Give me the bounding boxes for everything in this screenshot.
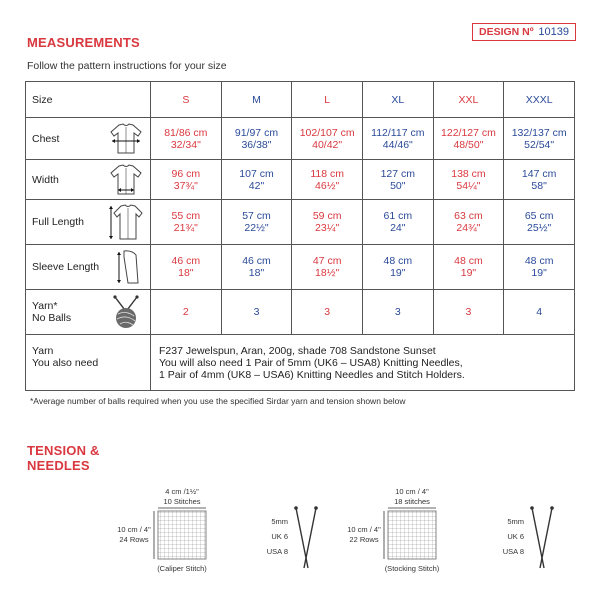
page-title: MEASUREMENTS bbox=[27, 35, 140, 50]
needle-icon-2 bbox=[503, 506, 554, 568]
full-length-label-cell bbox=[26, 200, 151, 245]
yarn-balls-xxxl: 4 bbox=[504, 290, 575, 335]
full-length-m: 57 cm 22½" bbox=[221, 200, 292, 245]
row-label: Yarn* No Balls bbox=[32, 300, 72, 324]
size-xxxl: XXXL bbox=[504, 82, 575, 118]
swatch-caliper bbox=[117, 487, 207, 573]
width-xxl: 138 cm 54¼" bbox=[433, 160, 504, 200]
swatch1-width-label: 4 cm /1½" bbox=[165, 487, 199, 496]
full-length-row bbox=[26, 200, 575, 245]
yarn-balls-l: 3 bbox=[292, 290, 363, 335]
svg-text:5mm: 5mm bbox=[271, 517, 288, 526]
row-label: Full Length bbox=[32, 216, 84, 228]
size-xl: XL bbox=[362, 82, 433, 118]
svg-text:UK 6: UK 6 bbox=[507, 532, 524, 541]
width-xxxl: 147 cm 58" bbox=[504, 160, 575, 200]
swatch2-grid bbox=[388, 511, 436, 559]
swatch1-height-label: 10 cm / 4" bbox=[117, 525, 151, 534]
design-label: DESIGN Nº bbox=[479, 26, 534, 38]
chest-row bbox=[26, 118, 575, 160]
full-length-s: 55 cm 21¾" bbox=[151, 200, 222, 245]
width-s: 96 cm 37¾" bbox=[151, 160, 222, 200]
yarn-ball-needles-icon bbox=[108, 294, 144, 330]
yarn-balls-m: 3 bbox=[221, 290, 292, 335]
yarn-balls-row bbox=[26, 290, 575, 335]
sleeve-icon bbox=[116, 247, 144, 287]
yarn-info-row bbox=[26, 335, 575, 391]
sleeve-s: 46 cm 18" bbox=[151, 245, 222, 290]
size-xxl: XXL bbox=[433, 82, 504, 118]
swatch2-height-label: 10 cm / 4" bbox=[347, 525, 381, 534]
footnote: *Average number of balls required when you use the specified Sirdar yarn and tension shown below bbox=[30, 396, 406, 406]
design-number-badge bbox=[472, 23, 576, 41]
chest-s: 81/86 cm 32/34" bbox=[151, 118, 222, 160]
svg-text:USA 8: USA 8 bbox=[502, 547, 524, 556]
swatch1-grid bbox=[158, 511, 206, 559]
svg-text:UK 6: UK 6 bbox=[271, 532, 288, 541]
row-label: Sleeve Length bbox=[32, 261, 100, 273]
sweater-chest-icon bbox=[108, 122, 144, 156]
yarn-balls-label-cell bbox=[26, 290, 151, 335]
full-length-xxl: 63 cm 24¾" bbox=[433, 200, 504, 245]
intro-text: Follow the pattern instructions for your size bbox=[27, 60, 227, 72]
sweater-length-icon bbox=[108, 202, 144, 242]
yarn-balls-xl: 3 bbox=[362, 290, 433, 335]
full-length-l: 59 cm 23¼" bbox=[292, 200, 363, 245]
yarn-info-text: F237 Jewelspun, Aran, 200g, shade 708 Sandstone Sunset You will also need 1 Pair of 5mm (UK6 – USA8) Knitting Needles, 1 Pair of 4mm (UK8 – USA6) Knitting Needles and Stitch Holders. bbox=[151, 335, 575, 391]
width-label-cell bbox=[26, 160, 151, 200]
full-length-xl: 61 cm 24" bbox=[362, 200, 433, 245]
tension-diagrams bbox=[0, 480, 592, 598]
swatch2-stitches-label: 18 stitches bbox=[394, 497, 430, 506]
sleeve-l: 47 cm 18½" bbox=[292, 245, 363, 290]
chest-l: 102/107 cm 40/42" bbox=[292, 118, 363, 160]
swatch2-caption: (Stocking Stitch) bbox=[384, 564, 440, 573]
design-number: 10139 bbox=[538, 26, 569, 38]
sleeve-xxl: 48 cm 19" bbox=[433, 245, 504, 290]
width-l: 118 cm 46½" bbox=[292, 160, 363, 200]
chest-xl: 112/117 cm 44/46" bbox=[362, 118, 433, 160]
sleeve-m: 46 cm 18" bbox=[221, 245, 292, 290]
size-header-row bbox=[26, 82, 575, 118]
svg-text:5mm: 5mm bbox=[507, 517, 524, 526]
chest-xxxl: 132/137 cm 52/54" bbox=[504, 118, 575, 160]
needle-icon-1 bbox=[267, 506, 318, 568]
width-xl: 127 cm 50" bbox=[362, 160, 433, 200]
size-l: L bbox=[292, 82, 363, 118]
sleeve-xl: 48 cm 19" bbox=[362, 245, 433, 290]
swatch1-rows-label: 24 Rows bbox=[119, 535, 149, 544]
sweater-width-icon bbox=[108, 163, 144, 197]
swatch1-stitches-label: 10 Stitches bbox=[163, 497, 201, 506]
svg-text:USA 8: USA 8 bbox=[266, 547, 288, 556]
swatch1-caption: (Caliper Stitch) bbox=[157, 564, 207, 573]
size-m: M bbox=[221, 82, 292, 118]
full-length-xxxl: 65 cm 25½" bbox=[504, 200, 575, 245]
row-label: Width bbox=[32, 173, 59, 186]
width-m: 107 cm 42" bbox=[221, 160, 292, 200]
tension-heading: TENSION & NEEDLES bbox=[27, 443, 100, 473]
sleeve-xxxl: 48 cm 19" bbox=[504, 245, 575, 290]
sleeve-length-row bbox=[26, 245, 575, 290]
chest-m: 91/97 cm 36/38" bbox=[221, 118, 292, 160]
row-label: Chest bbox=[32, 132, 60, 145]
size-s: S bbox=[151, 82, 222, 118]
yarn-info-label: Yarn You also need bbox=[26, 335, 151, 391]
size-label: Size bbox=[26, 82, 151, 118]
swatch2-rows-label: 22 Rows bbox=[349, 535, 379, 544]
width-row bbox=[26, 160, 575, 200]
swatch2-width-label: 10 cm / 4" bbox=[395, 487, 429, 496]
swatch-stocking bbox=[347, 487, 440, 573]
sleeve-length-label-cell bbox=[26, 245, 151, 290]
measurements-table bbox=[25, 81, 575, 391]
chest-label-cell bbox=[26, 118, 151, 160]
yarn-balls-xxl: 3 bbox=[433, 290, 504, 335]
chest-xxl: 122/127 cm 48/50" bbox=[433, 118, 504, 160]
yarn-balls-s: 2 bbox=[151, 290, 222, 335]
